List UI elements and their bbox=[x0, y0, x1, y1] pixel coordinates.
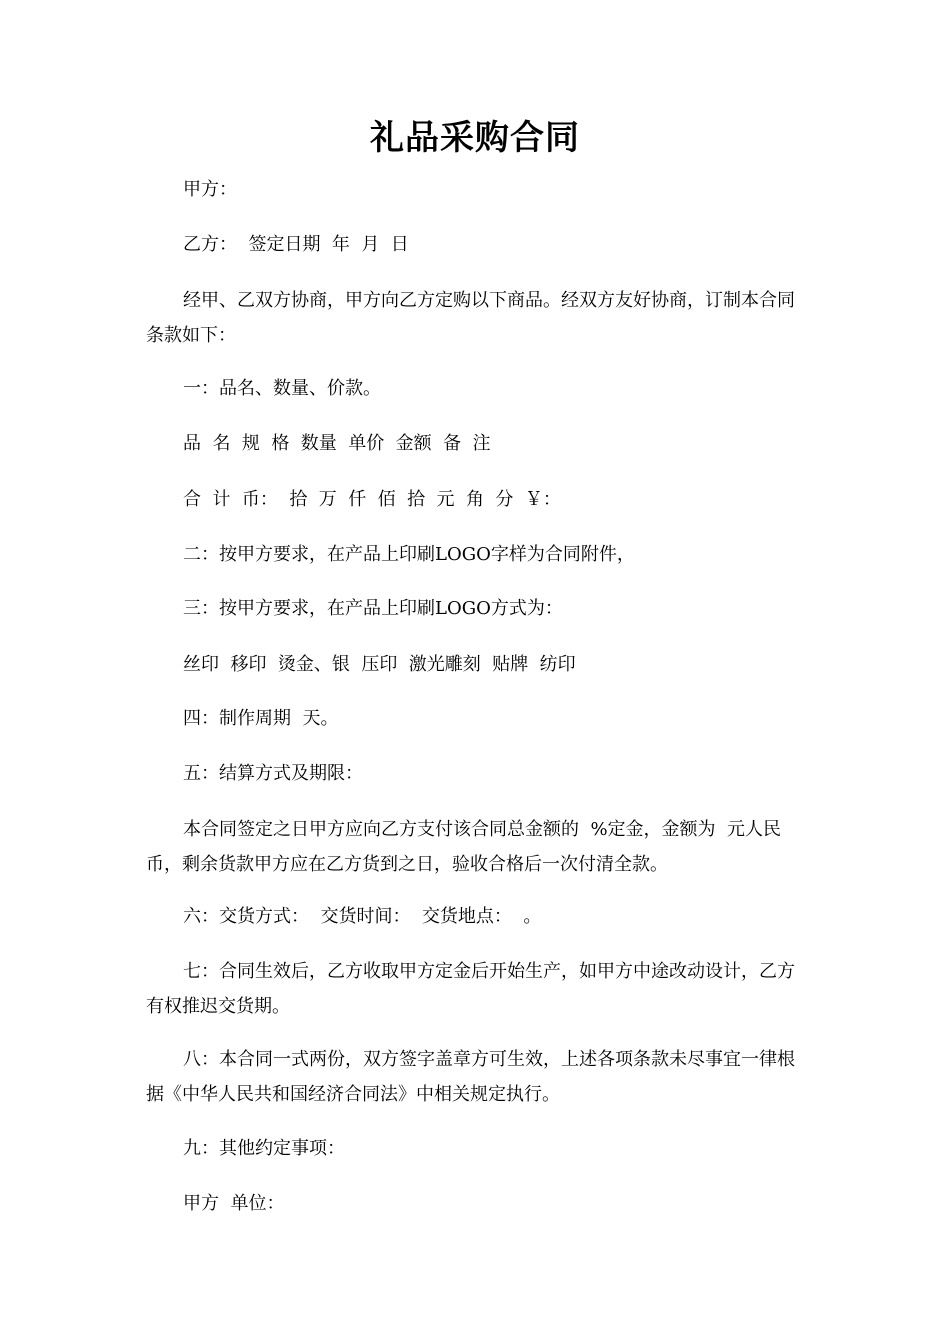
clause-9: 九：其他约定事项： bbox=[183, 1138, 345, 1159]
payment-paragraph: 本合同签定之日甲方应向乙方支付该合同总金额的 %定金，金额为 元人民币，剩余货款甲方应在乙方货到之日，验收合格后一次付清全款。 bbox=[146, 819, 781, 875]
clause-8: 八：本合同一式两份，双方签字盖章方可生效，上述各项条款未尽事宜一律根据《中华人民共和国经济合同法》中相关规定执行。 bbox=[146, 1049, 795, 1105]
party-b-date-line: 乙方： 签定日期 年 月 日 bbox=[183, 234, 409, 255]
clause-1-heading: 一：品名、数量、价款。 bbox=[183, 378, 381, 399]
party-a-line: 甲方： bbox=[183, 179, 237, 200]
intro-paragraph: 经甲、乙双方协商，甲方向乙方定购以下商品。经双方友好协商，订制本合同条款如下： bbox=[146, 290, 795, 346]
printing-methods-line: 丝印 移印 烫金、银 压印 激光雕刻 贴牌 纺印 bbox=[183, 654, 576, 675]
clause-2: 二：按甲方要求，在产品上印刷LOGO字样为合同附件， bbox=[183, 544, 635, 565]
clause-3: 三：按甲方要求，在产品上印刷LOGO方式为： bbox=[183, 598, 563, 619]
clause-5-heading: 五：结算方式及期限： bbox=[183, 763, 363, 784]
clause-6: 六：交货方式： 交货时间： 交货地点： 。 bbox=[183, 906, 542, 927]
item-columns-line: 品 名 规 格 数量 单价 金额 备 注 bbox=[183, 433, 491, 454]
clause-7: 七：合同生效后，乙方收取甲方定金后开始生产，如甲方中途改动设计，乙方有权推迟交货期。 bbox=[146, 961, 795, 1017]
party-a-unit-line: 甲方 单位： bbox=[183, 1193, 285, 1214]
document-title: 礼品采购合同 bbox=[370, 118, 580, 158]
total-amount-line: 合 计 币： 拾 万 仟 佰 拾 元 角 分 ￥： bbox=[183, 489, 561, 510]
clause-4: 四：制作周期 天。 bbox=[183, 708, 339, 729]
